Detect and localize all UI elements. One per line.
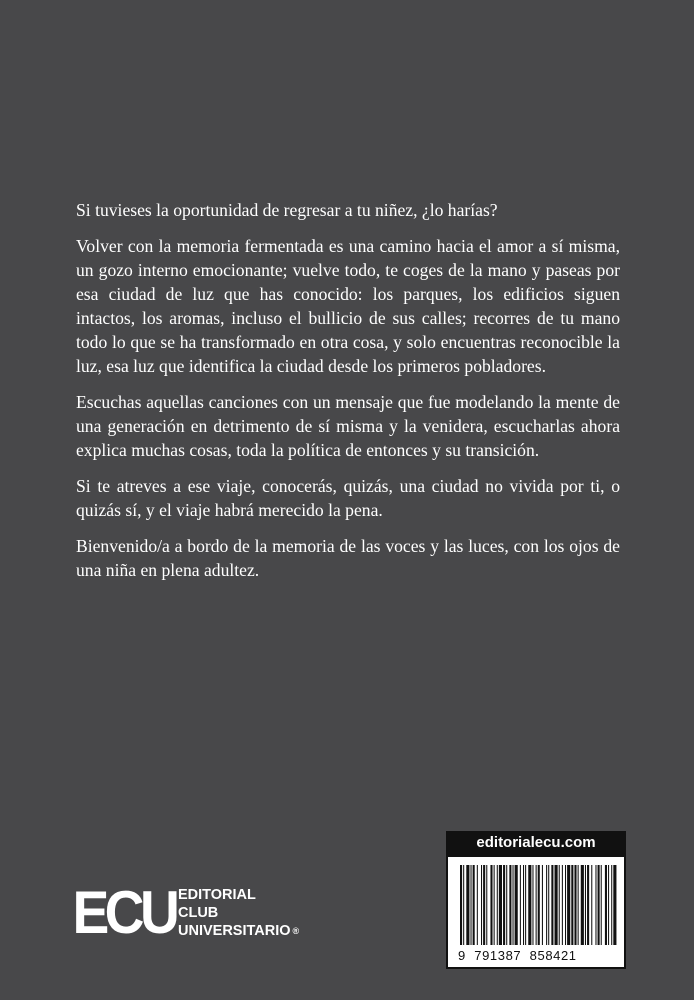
barcode-bar xyxy=(515,865,518,945)
barcode-bar xyxy=(548,865,549,945)
blurb-paragraph-4: Si te atreves a ese viaje, conocerás, quizás, una ciudad no vivida por ti, o quizás sí, y el viaje habrá merecido la pena. xyxy=(76,476,620,520)
blurb-paragraph-5: Bienvenido/a a bordo de la memoria de las voces y las luces, con los ojos de una niña en plena adultez. xyxy=(76,536,620,580)
barcode-bar xyxy=(578,865,579,945)
ecu-logo-mark xyxy=(72,879,176,946)
barcode-bar xyxy=(565,865,566,945)
publisher-name xyxy=(178,886,299,940)
barcode-bar xyxy=(574,865,576,945)
isbn-digits: 9 791387 858421 xyxy=(458,948,577,963)
barcode-bar xyxy=(494,865,495,945)
barcode-bar xyxy=(497,865,498,945)
barcode-bar xyxy=(473,865,475,945)
publisher-name-line-3 xyxy=(178,922,299,940)
publisher-name-line-1: EDITORIAL xyxy=(178,887,256,903)
barcode-bar xyxy=(601,865,602,945)
barcode-bar xyxy=(528,865,531,945)
barcode-bar xyxy=(506,865,507,945)
barcode-bar xyxy=(559,865,560,945)
barcode-bar xyxy=(567,865,570,945)
registered-mark: ® xyxy=(292,926,300,937)
barcode-bar xyxy=(608,865,609,945)
barcode-bar xyxy=(463,865,464,945)
barcode-bar xyxy=(536,865,537,945)
barcode-bar xyxy=(551,865,553,945)
isbn-barcode-block xyxy=(446,831,626,969)
barcode-bar xyxy=(503,865,505,945)
ecu-logo-letters: ECU xyxy=(72,879,176,946)
barcode-bar xyxy=(595,865,596,945)
barcode-bar xyxy=(587,865,589,945)
barcode-bar xyxy=(513,865,514,945)
barcode-bar xyxy=(546,865,547,945)
barcode-bar xyxy=(520,865,521,945)
barcode-bar xyxy=(581,865,584,945)
blurb-paragraph-3: Escuchas aquellas canciones con un mensaje que fue modelando la mente de una generación en detrimento de sí misma y la venidera, escucharlas ahora explica muchas cosas, toda la política de entonces y su transición. xyxy=(76,392,620,460)
barcode-bar xyxy=(471,865,472,945)
publisher-name-line-3-text: UNIVERSITARIO xyxy=(178,923,291,939)
barcode-bar xyxy=(466,865,469,945)
barcode-bar xyxy=(571,865,573,945)
barcode-bar xyxy=(477,865,478,945)
barcode-bar xyxy=(538,865,540,945)
barcode-bar xyxy=(613,865,616,945)
barcode-bar xyxy=(486,865,487,945)
barcode-bar xyxy=(562,865,563,945)
barcode-bar xyxy=(460,865,462,945)
barcode-bar xyxy=(525,865,526,945)
barcode-bar xyxy=(555,865,558,945)
barcode-bar xyxy=(605,865,607,945)
barcode-bar xyxy=(499,865,502,945)
back-cover-blurb xyxy=(76,198,620,594)
barcode-bar xyxy=(598,865,600,945)
barcode-bar xyxy=(542,865,543,945)
barcode-area xyxy=(446,855,626,969)
barcode-bar xyxy=(481,865,482,945)
barcode-bar xyxy=(611,865,612,945)
barcode-bar xyxy=(483,865,485,945)
barcode-bar xyxy=(585,865,586,945)
blurb-paragraph-2: Volver con la memoria fermentada es una camino hacia el amor a sí misma, un gozo interno emocionante; vuelve todo, te coges de la mano y paseas por esa ciudad de luz que has conocido: los parques, los edificios siguen intactos, los aromas, incluso el bullicio de sus calles; recorres de tu mano todo lo que se ha transformado en otra cosa, y solo encuentras reconocible la luz, esa luz que identifica la ciudad desde los primeros pobladores. xyxy=(76,236,620,376)
publisher-logo xyxy=(72,879,314,946)
barcode-bar xyxy=(490,865,492,945)
publisher-name-line-2: CLUB xyxy=(178,905,219,921)
website-label: editorialecu.com xyxy=(446,831,626,855)
barcode-bar xyxy=(509,865,511,945)
barcode-bar xyxy=(532,865,533,945)
blurb-paragraph-1: Si tuvieses la oportunidad de regresar a tu niñez, ¿lo harías? xyxy=(76,200,498,220)
barcode-bar xyxy=(523,865,524,945)
barcode-bar xyxy=(591,865,592,945)
